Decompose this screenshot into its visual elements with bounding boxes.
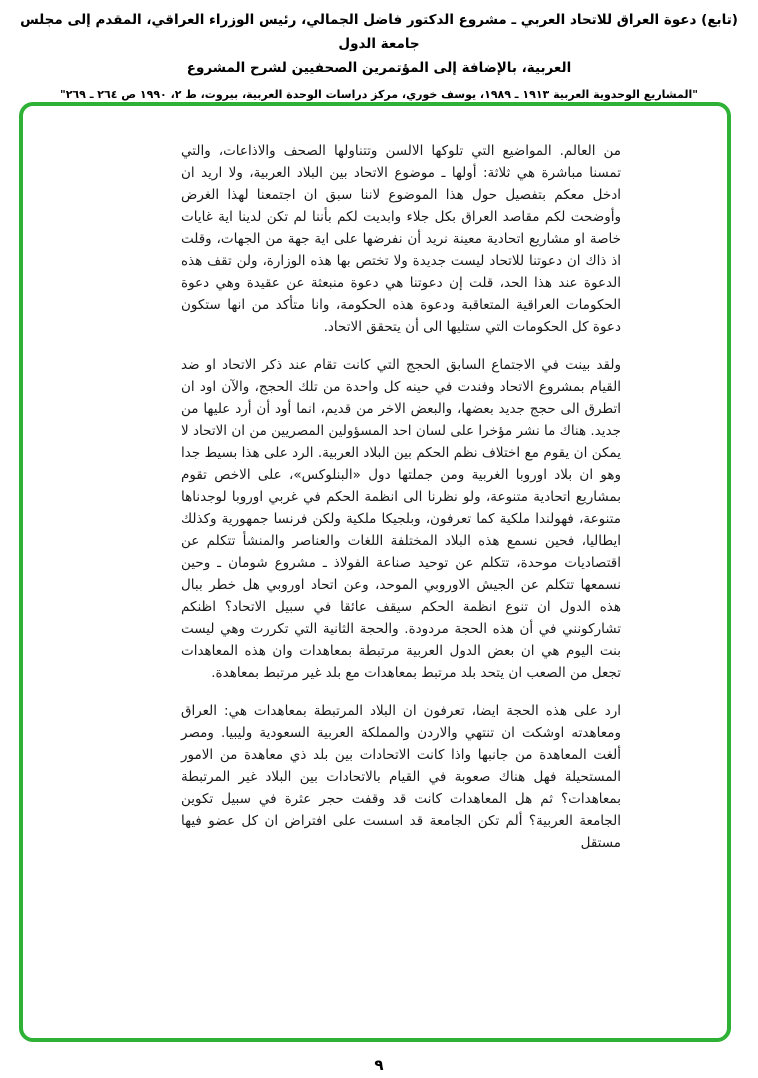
header-title-line-2: العربية، بالإضافة إلى المؤتمرين الصحفيين لشرح المشروع bbox=[186, 60, 572, 76]
header-source-citation: "المشاريع الوحدوية العربية ١٩١٣ ـ ١٩٨٩، يوسف خوري، مركز دراسات الوحدة العربية، بيروت، ط ٢، ١٩٩٠ ص ٢٦٤ ـ ٢٦٩" bbox=[59, 88, 699, 101]
body-paragraph-3: ارد على هذه الحجة ايضا، تعرفون ان البلاد المرتبطة بمعاهدات هي: العراق ومعاهدته اوشكت ان تنتهي والاردن والمملكة العربية السعودية وليبيا. ومصر ألغت المعاهدة من جانبها واذا كانت الاتحادات بين بلد ذي معاهدة من الامور المستحيلة فهل هناك صعوبة في القيام بالاتحادات بين البلاد غير المرتبطة بمعاهدات؟ ثم هل المعاهدات كانت قد وقفت حجر عثرة في سبيل تكوين الجامعة العربية؟ ألم تكن الجامعة قد اسست على افتراض ان كل عضو فيها مستقل bbox=[181, 703, 621, 851]
header-title-line-1: (تابع) دعوة العراق للاتحاد العربي ـ مشروع الدكتور فاضل الجمالي، رئيس الوزراء العراقي، المقدم إلى مجلس جامعة الدول bbox=[20, 12, 738, 52]
body-paragraph-1: من العالم. المواضيع التي تلوكها الالسن وتتناولها الصحف والاذاعات، والتي تمسنا مباشرة هي ثلاثة: أولها ـ موضوع الاتحاد بين البلاد العربية، ولا اريد ان ادخل معكم بتفصيل حول هذا الموضوع لاننا سبق ان اجتمعنا لهذا الغرض وأوضحت لكم مقاصد العراق بكل جلاء وابديت لكم بأننا لم تكن لدينا اية غايات خاصة او مشاريع اتحادية معينة نريد أن نفرضها على اية جهة من الجهات، وقلت اذ ذاك ان دعوتنا للاتحاد ليست جديدة ولا تختص بها هذه الوزارة، ولن تقف هذه الدعوة عند هذا الحد، قلت إن دعوتنا هي دعوة منبعثة عن عقيدة وهي دعوة الحكومات العراقية المتعاقبة ودعوة هذه الحكومة، وانا متأكد من انها ستكون دعوة كل الحكومات التي ستليها الى أن يتحقق الاتحاد. bbox=[181, 143, 621, 335]
page-number: ٩ bbox=[374, 1056, 384, 1074]
document-header bbox=[14, 8, 744, 104]
body-paragraph-2: ولقد بينت في الاجتماع السابق الحجج التي كانت تقام عند ذكر الاتحاد او ضد القيام بمشروع الاتحاد وفندت في حينه كل واحدة من تلك الحجج، والآن اود ان اتطرق الى حجج جديد بعضها، والبعض الاخر من قديم، انما أود أن أرد عليها من جديد. هناك ما نشر مؤخرا على لسان احد المسؤولين المصريين من ان الاتحاد لا يمكن ان يقوم مع اختلاف نظم الحكم بين البلاد العربية. الرد على هذا بسيط جدا وهو ان بلاد اوروبا الغربية ومن جملتها دول «البنلوكس»، على الاخص تقوم بمشاريع اتحادية متنوعة، ولو نظرنا الى انظمة الحكم في غربي اوروبا لوجدناها متنوعة، فهولندا ملكية كما تعرفون، وبلجيكا ملكية ولكن فرنسا جمهورية وكذلك ايطاليا، فحين نسمع هذه البلاد المختلفة اللغات والعناصر والمنشأ تتكلم عن اقتصاديات موحدة، تتكلم عن توحيد صناعة الفولاذ ـ مشروع شومان ـ وحين نسمعها تتكلم عن الجيش الاوروبي الموحد، وعن اتحاد اوروبي هل خطر ببال هذه الدول ان تنوع انظمة الحكم سيقف عائقا في سبيل الاتحاد؟ اظنكم تشاركونني في أن هذه الحجة مردودة. والحجة الثانية التي تكررت وهي ليست بنت اليوم هي ان بعض الدول العربية مرتبطة بمعاهدات وان هذه المعاهدات تجعل من الصعب ان يتحد بلد مرتبط بمعاهدات مع بلد غير مرتبط بمعاهدة. bbox=[181, 357, 621, 681]
body-text-column bbox=[181, 140, 621, 854]
green-border-frame bbox=[19, 102, 731, 1042]
